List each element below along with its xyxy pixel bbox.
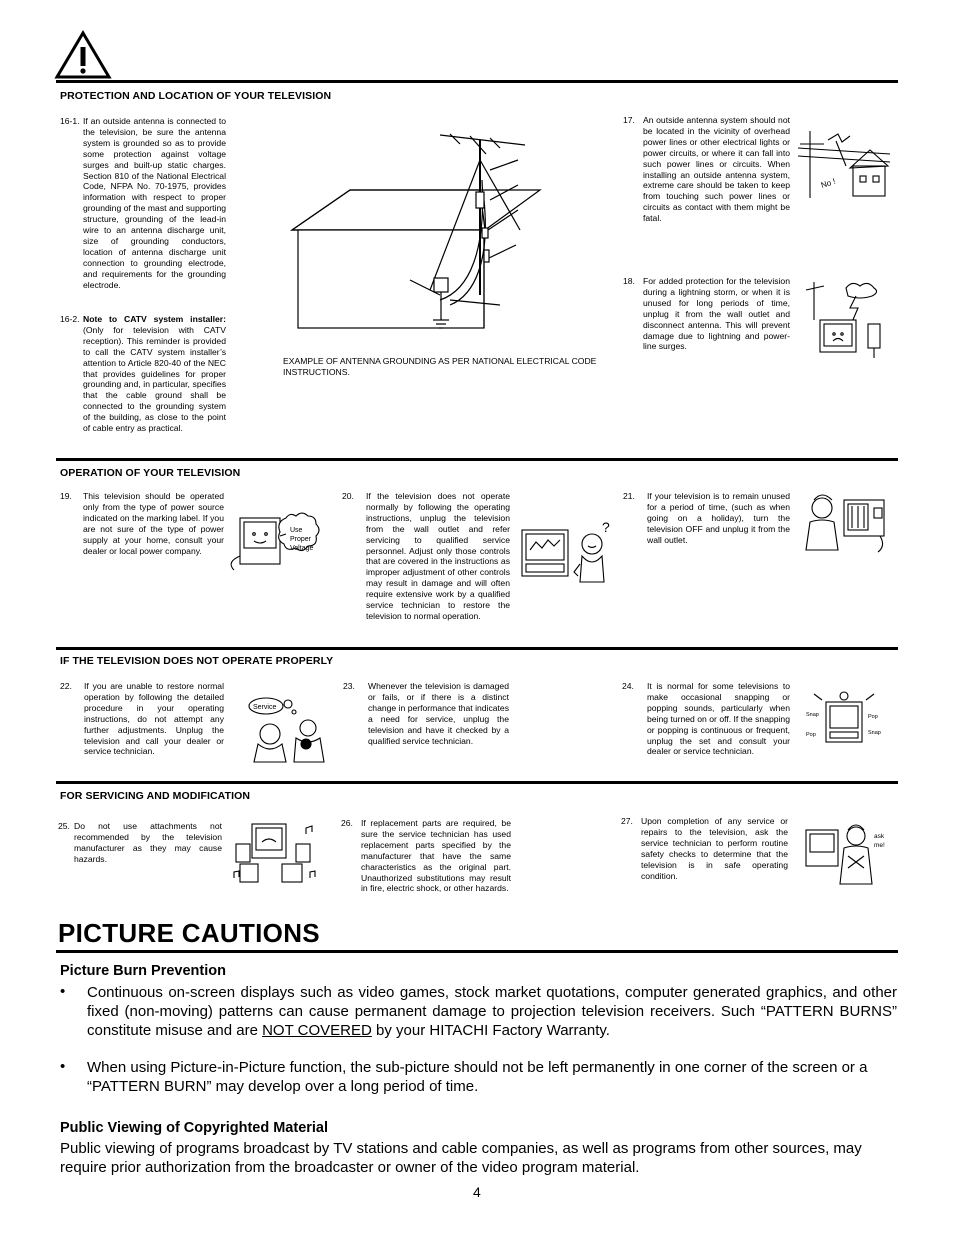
item-number: 23. — [343, 681, 355, 691]
item-text: If you are unable to restore normal operation by following the detailed procedure in your operating instructions, do not attempt any further adjustments. Unplug the television and call your dealer or service technician. — [84, 681, 224, 757]
item-number: 22. — [60, 681, 72, 691]
item-17 — [623, 115, 790, 224]
public-viewing-text: Public viewing of programs broadcast by TV stations and cable companies, as well as programs from other sources, may require prior authorization from the broadcaster or owner of the video program material. — [60, 1140, 862, 1176]
item-text: Upon completion of any service or repairs to the television, ask the service technician to perform routine safety checks to determine that the television is in safe operating condition. — [641, 816, 788, 881]
technician-illustration — [804, 820, 890, 886]
svg-text:ask me! — [874, 833, 886, 849]
bubble-voltage: Voltage — [290, 545, 314, 552]
top-rule — [56, 80, 898, 83]
burn-prevention-title: Picture Burn Prevention — [60, 963, 226, 979]
item-21 — [623, 491, 790, 546]
item-number: 21. — [623, 491, 635, 501]
warning-triangle-icon — [54, 30, 114, 80]
section-heading-servicing: FOR SERVICING AND MODIFICATION — [60, 790, 251, 802]
section-rule — [56, 781, 898, 784]
section-rule — [56, 647, 898, 650]
item-text: If your television is to remain unused for a period of time, (such as when going on a holiday), turn the television OFF and unplug it from the wall outlet. — [647, 491, 790, 545]
item-text: Do not use attachments not recommended by the television manufacturer as they may cause hazards. — [74, 821, 222, 864]
attachments-illustration — [232, 820, 322, 886]
bubble-me: me! — [874, 842, 885, 849]
section-rule — [56, 458, 898, 461]
item-text: It is normal for some televisions to make occasional snapping or popping sounds, particularly when being turned on or off. If the snapping or popping is continuous or frequent, unplug the set and consult your dealer or service technician. — [647, 681, 790, 757]
item-26 — [341, 818, 511, 894]
lightning-storm-illustration — [806, 280, 888, 360]
no-label: No ! — [819, 176, 837, 190]
antenna-grounding-illustration — [290, 130, 540, 345]
item-title: Note to CATV system installer: — [83, 314, 226, 324]
item-number: 20. — [342, 491, 354, 501]
page-number: 4 — [473, 1184, 481, 1200]
item-text: If the television does not operate normally by following the operating instructions, unplug the television from the wall outlet and refer servicing to qualified service personnel. Adjust only those controls that are covered in the instructions as improper adjustment of other controls may result in damage and will often require extensive work by a qualified service technician to restore the television to normal operation. — [366, 491, 510, 621]
item-19 — [60, 491, 224, 556]
sound-snap-2: Snap — [868, 730, 881, 736]
item-number: 17. — [623, 115, 635, 125]
item-16-2 — [60, 314, 226, 434]
bullet-1-text: Continuous on-screen displays such as video games, stock market quotations, computer generated graphics, and other fixed (non-moving) patterns can cause permanent damage to projection television receivers. Such “PATTERN BURNS” constitute misuse and are NOT COVERED by your HITACHI Factory Warranty. — [87, 984, 897, 1039]
item-25 — [58, 821, 222, 865]
title-rule — [56, 950, 898, 953]
figure-caption: EXAMPLE OF ANTENNA GROUNDING AS PER NATIONAL ELECTRICAL CODE INSTRUCTIONS. — [283, 356, 597, 377]
section-heading-protection: PROTECTION AND LOCATION OF YOUR TELEVISION — [60, 90, 332, 102]
bubble-ask: ask — [874, 833, 885, 840]
not-covered-text: NOT COVERED — [262, 1022, 372, 1039]
item-number: 26. — [341, 818, 353, 828]
page-title: PICTURE CAUTIONS — [58, 918, 320, 948]
item-text: For added protection for the television during a lightning storm, or when it is unused for long periods of time, unplug it from the wall outlet and disconnect antenna. This will prevent damage due to lightning and power-line surges. — [643, 276, 790, 352]
item-number: 27. — [621, 816, 633, 826]
item-number: 25. — [58, 821, 70, 831]
item-text: (Only for television with CATV reception). This reminder is provided to call the CATV system installer’s attention to Article 820-40 of the NEC that provides guidelines for proper grounding and, in particular, specifies that the cable ground shall be connected to the grounding system of the building, as close to the point of cable entry as practical. — [83, 324, 226, 434]
voltage-tv-illustration — [230, 512, 326, 574]
bullet-2-text: When using Picture-in-Picture function, the sub-picture should not be left permanently in one corner of the screen or a “PATTERN BURN” may develop over a long period of time. — [87, 1059, 868, 1095]
power-lines-illustration — [798, 126, 890, 201]
item-18 — [623, 276, 790, 352]
bubble-proper: Proper — [290, 536, 312, 543]
item-number: 24. — [622, 681, 634, 691]
item-text: If replacement parts are required, be sure the service technician has used replacement parts specified by the manufacturer that have the same characteristics as the original part. Unauthorized substitutions may result in fire, electric shock, or other hazards. — [361, 818, 511, 894]
item-27 — [621, 816, 788, 881]
bullet-2-marker: • — [60, 1058, 66, 1075]
item-text: If an outside antenna is connected to the television, be sure the antenna system is grounded so as to provide some protection against voltage surges and built-up static charges. Section 810 of the National Electrical Code, NFPA No. 70-1975, provides information with respect to proper grounding of the mast and supporting structure, grounding of the lead-in wire to an antenna discharge unit, size of grounding conductors, location of antenna discharge unit connection to grounding electrode, and requirements for the grounding electrode. — [83, 116, 226, 290]
item-23 — [343, 681, 509, 746]
unplug-holiday-illustration — [800, 492, 890, 554]
item-20 — [342, 491, 510, 622]
public-viewing-title: Public Viewing of Copyrighted Material — [60, 1120, 329, 1136]
sound-snap-1: Snap — [806, 712, 819, 718]
item-text: An outside antenna system should not be located in the vicinity of overhead power lines or other electrical lights or power circuits, or where it can fall into such power lines or circuits. When installing an outside antenna system, extreme care should be taken to keep from touching such power lines or circuits as contact with them might be fatal. — [643, 115, 790, 224]
item-number: 19. — [60, 491, 72, 501]
section-heading-operation: OPERATION OF YOUR TELEVISION — [60, 467, 241, 479]
confused-viewer-illustration — [518, 520, 614, 584]
call-service-illustration — [248, 692, 328, 764]
item-number: 18. — [623, 276, 635, 286]
service-bubble: Service — [253, 704, 277, 711]
bubble-use: Use — [290, 527, 303, 534]
bullet-1-marker: • — [60, 983, 66, 1000]
item-number: 16-1. — [60, 116, 80, 126]
item-text: Whenever the television is damaged or fails, or if there is a distinct change in performance that indicates a need for service, unplug the television and have it checked by a qualified service technician. — [368, 681, 509, 746]
item-24 — [622, 681, 790, 757]
item-16-1 — [60, 116, 226, 291]
item-text: This television should be operated only from the type of power source indicated on the marking label. If you are not sure of the type of power supply at your home, consult your dealer or local power company. — [83, 491, 224, 556]
sound-pop-2: Pop — [806, 732, 816, 738]
sound-pop-1: Pop — [868, 714, 878, 720]
snap-pop-tv-illustration — [804, 690, 884, 752]
item-22 — [60, 681, 224, 757]
question-mark: ? — [602, 519, 610, 535]
section-heading-not-operate: IF THE TELEVISION DOES NOT OPERATE PROPERLY — [60, 655, 334, 667]
item-number: 16-2. — [60, 314, 80, 324]
